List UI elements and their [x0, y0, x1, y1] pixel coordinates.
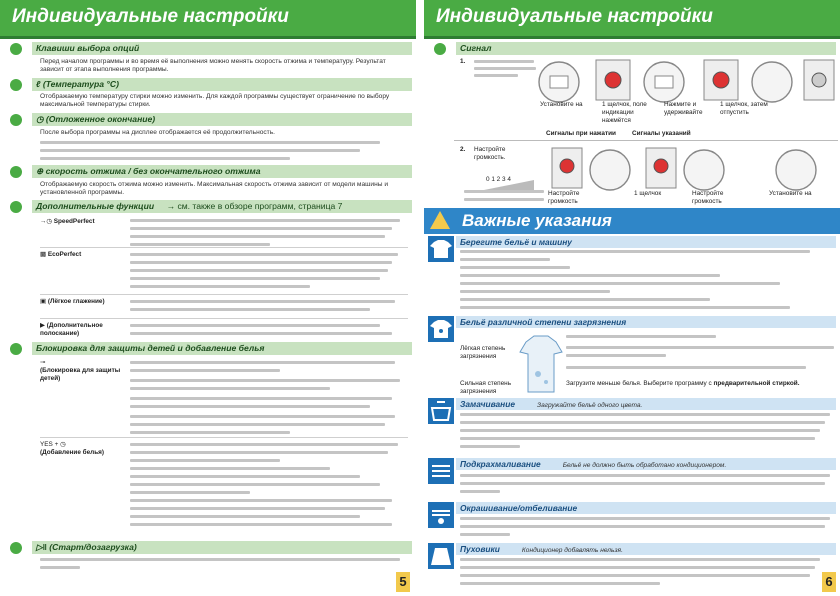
soil-header: Бельё различной степени загрязнения: [456, 316, 836, 328]
dial-illustration: [590, 150, 630, 190]
starch-header: Замачивание Загружайте бельё одного цвета.: [456, 398, 836, 410]
warning-icon: [430, 211, 450, 229]
placeholder-line: [130, 507, 385, 510]
placeholder-line: [460, 574, 810, 577]
button-panel-illustration: [804, 60, 834, 100]
left-page-title: Индивидуальные настройки: [12, 6, 289, 27]
placeholder-line: [460, 474, 830, 477]
placeholder-line: [460, 413, 830, 416]
dye-header: Окрашивание/отбеливание: [456, 502, 836, 514]
section-bullet: [10, 166, 22, 178]
left-page: [0, 0, 416, 596]
placeholder-line: [460, 517, 830, 520]
placeholder-line: [460, 558, 820, 561]
placeholder-line: [130, 277, 380, 280]
placeholder-line: [130, 443, 398, 446]
placeholder-line: [40, 141, 380, 144]
placeholder-line: [130, 361, 395, 364]
placeholder-line: [130, 269, 388, 272]
placeholder-line: [130, 235, 385, 238]
placeholder-line: [130, 300, 395, 303]
signal-caption-4: 1 щелчок, затем отпустить: [720, 101, 768, 116]
add-laundry-label: YES + ◷ (Добавление белья): [40, 441, 105, 456]
placeholder-line: [130, 324, 380, 327]
placeholder-line: [130, 387, 330, 390]
iron-icon: ▣: [40, 298, 48, 305]
placeholder-line: [460, 582, 660, 585]
placeholder-line: [130, 405, 370, 408]
section-header-signal: Сигнал: [456, 42, 836, 55]
placeholder-line: [40, 558, 400, 561]
placeholder-line: [130, 285, 310, 288]
volume-scale-numbers: 0 1 2 3 4: [486, 176, 511, 183]
placeholder-line: [130, 227, 392, 230]
placeholder-line: [130, 523, 392, 526]
button-panel-illustration: [704, 60, 738, 100]
starch-icon: [428, 458, 454, 484]
placeholder-line: [460, 445, 520, 448]
placeholder-line: [566, 354, 666, 357]
dial-illustration: [752, 62, 792, 102]
placeholder-line: [130, 483, 380, 486]
placeholder-line: [130, 491, 250, 494]
clock-icon: ◷: [36, 114, 46, 124]
placeholder-line: [130, 475, 360, 478]
divider: [40, 294, 408, 295]
speedperfect-label: →◷ SpeedPerfect: [40, 218, 95, 225]
button-panel-illustration: [552, 148, 582, 188]
button-panel-illustration: [646, 148, 676, 188]
placeholder-line: [130, 261, 392, 264]
placeholder-line: [460, 437, 815, 440]
page-number-left: 5: [396, 572, 410, 592]
spin-icon: ⊕: [36, 166, 46, 176]
important-banner: [424, 208, 840, 234]
placeholder-line: [460, 429, 820, 432]
placeholder-line: [460, 533, 510, 536]
placeholder-line: [130, 451, 388, 454]
extra-row-ecoperfect: [0, 250, 416, 292]
placeholder-line: [566, 366, 806, 369]
start-pause-icon: ▷‖: [36, 542, 50, 552]
light-soil-label: Лёгкая степень загрязнения: [460, 345, 506, 360]
thermometer-icon: ℓ: [36, 79, 43, 89]
section-header-temperature: ℓ (Температура °С): [32, 78, 412, 91]
section-bullet: [10, 79, 22, 91]
ecoperfect-label: ▩ EcoPerfect: [40, 251, 82, 258]
placeholder-line: [130, 332, 392, 335]
softener-header: Подкрахмаливание Бельё не должно быть обработано кондиционером.: [456, 458, 836, 470]
signal-group-info: Сигналы указаний: [632, 130, 691, 137]
signal-step-2-label: Настройте громкость.: [474, 146, 506, 161]
placeholder-line: [566, 346, 834, 349]
signal-caption-bottom-4: Установите на: [769, 190, 812, 197]
section-text-temperature: Отображаемую температуру стирки можно изменить. Для каждой программы существует ограничение по выбору максимальной температуры стирки.: [40, 93, 390, 109]
placeholder-line: [130, 253, 398, 256]
placeholder-line: [130, 499, 392, 502]
section-header-spin: ⊕ скорость отжима / без окончательного отжима: [32, 165, 412, 178]
placeholder-line: [130, 243, 270, 246]
placeholder-line: [130, 308, 370, 311]
heavy-soil-label: Сильная степень загрязнения: [460, 380, 512, 395]
right-page: [424, 0, 840, 596]
down-jacket-icon: [428, 543, 454, 569]
heavy-soil-text: Загрузите меньше белья. Выберите программу с предварительной стиркой.: [566, 380, 800, 387]
placeholder-line: [40, 157, 290, 160]
section-header-keys: Клавиши выбора опций: [32, 42, 412, 55]
child-lock-label: ⊸ (Блокировка для защиты детей): [40, 359, 121, 382]
extra-row-rinse: [0, 321, 416, 341]
volume-scale-icon: [484, 180, 534, 190]
section-text-spin: Отображаемую скорость отжима можно изменить. Максимальная скорость отжима зависит от модели машины и установленной программы.: [40, 181, 388, 197]
section-header-delay: ◷ (Отложенное окончание): [32, 113, 412, 126]
eco-icon: ▩: [40, 251, 48, 258]
placeholder-line: [130, 467, 330, 470]
placeholder-line: [40, 566, 80, 569]
section-text-keys: Перед началом программы и во время её выполнения можно менять скорость отжима и температуру. Результат зависит от этапа выполнения программы.: [40, 58, 386, 74]
signal-group-press: Сигналы при нажатии: [546, 130, 616, 137]
placeholder-line: [130, 423, 385, 426]
care-header: Берегите бельё и машину: [456, 236, 836, 248]
placeholder-line: [460, 490, 500, 493]
clock-plus-icon: →◷: [40, 218, 54, 225]
signal-caption-bottom-2: 1 щелчок: [634, 190, 662, 197]
down-header: Пуховики Кондиционер добавлять нельзя.: [456, 543, 836, 555]
divider: [40, 247, 408, 248]
section-bullet: [10, 542, 22, 554]
placeholder-line: [130, 431, 290, 434]
placeholder-line: [464, 198, 544, 201]
extra-rinse-label: ▶ (Дополнительное полоскание): [40, 322, 103, 337]
signal-step-2-number: 2.: [460, 146, 466, 153]
section-header-start: ▷‖ (Старт/дозагрузка): [32, 541, 412, 554]
dial-illustration: [644, 62, 684, 102]
signal-caption-bottom-3: Настройте громкость: [692, 190, 724, 205]
placeholder-line: [464, 190, 544, 193]
easy-iron-label: ▣ (Лёгкое глажение): [40, 298, 105, 305]
section-bullet: [10, 343, 22, 355]
placeholder-line: [130, 219, 400, 222]
button-panel-illustration: [596, 60, 630, 100]
section-header-extra: Дополнительные функции → см. также в обзоре программ, страница 7: [32, 200, 412, 213]
signal-caption-1: Установите на: [540, 101, 583, 108]
dial-illustration: [684, 150, 724, 190]
left-title-bar: [0, 0, 416, 39]
placeholder-line: [566, 335, 716, 338]
placeholder-line: [130, 459, 280, 462]
placeholder-line: [460, 566, 815, 569]
placeholder-line: [130, 379, 400, 382]
placeholder-line: [130, 415, 395, 418]
signal-caption-3: Нажмите и удерживайте: [664, 101, 703, 116]
placeholder-line: [130, 369, 280, 372]
rinse-icon: ▶: [40, 322, 47, 329]
placeholder-line: [40, 149, 360, 152]
placeholder-line: [130, 397, 392, 400]
important-title: Важные указания: [462, 211, 612, 230]
right-page-title: Индивидуальные настройки: [436, 6, 713, 27]
extra-row-speedperfect: [0, 216, 416, 246]
section-bullet: [10, 201, 22, 213]
program-overview-link[interactable]: → см. также в обзоре программ, страница 7: [166, 201, 343, 211]
stained-shirt-icon: [428, 316, 454, 342]
signal-step-1-number: 1.: [460, 58, 466, 65]
dye-icon: [428, 502, 454, 528]
placeholder-line: [460, 421, 825, 424]
lock-row-add-laundry: [0, 440, 416, 540]
lock-row-child-lock: [0, 358, 416, 436]
divider: [40, 437, 408, 438]
placeholder-line: [460, 525, 825, 528]
signal-caption-2: 1 щелчок, поле индикации нажмётся: [602, 101, 647, 124]
placeholder-line: [130, 515, 360, 518]
page-number-right: 6: [822, 572, 836, 592]
section-bullet: [10, 114, 22, 126]
section-bullet: [10, 43, 22, 55]
right-title-bar: [424, 0, 840, 39]
placeholder-line: [460, 482, 825, 485]
section-text-delay: После выбора программы на дисплее отображается её продолжительность.: [40, 129, 275, 136]
extra-row-easy-iron: [0, 297, 416, 317]
dial-illustration: [776, 150, 816, 190]
section-header-lock: Блокировка для защиты детей и добавление белья: [32, 342, 412, 355]
soak-icon: [428, 398, 454, 424]
signal-caption-bottom-1: Настройте громкость: [548, 190, 580, 205]
divider: [40, 318, 408, 319]
soil-shirt-illustration: [518, 334, 564, 396]
dial-illustration: [539, 62, 579, 102]
lock-key-icon: ⊸: [40, 359, 46, 366]
shirt-icon: [428, 236, 454, 262]
add-laundry-icon: YES + ◷: [40, 441, 66, 448]
